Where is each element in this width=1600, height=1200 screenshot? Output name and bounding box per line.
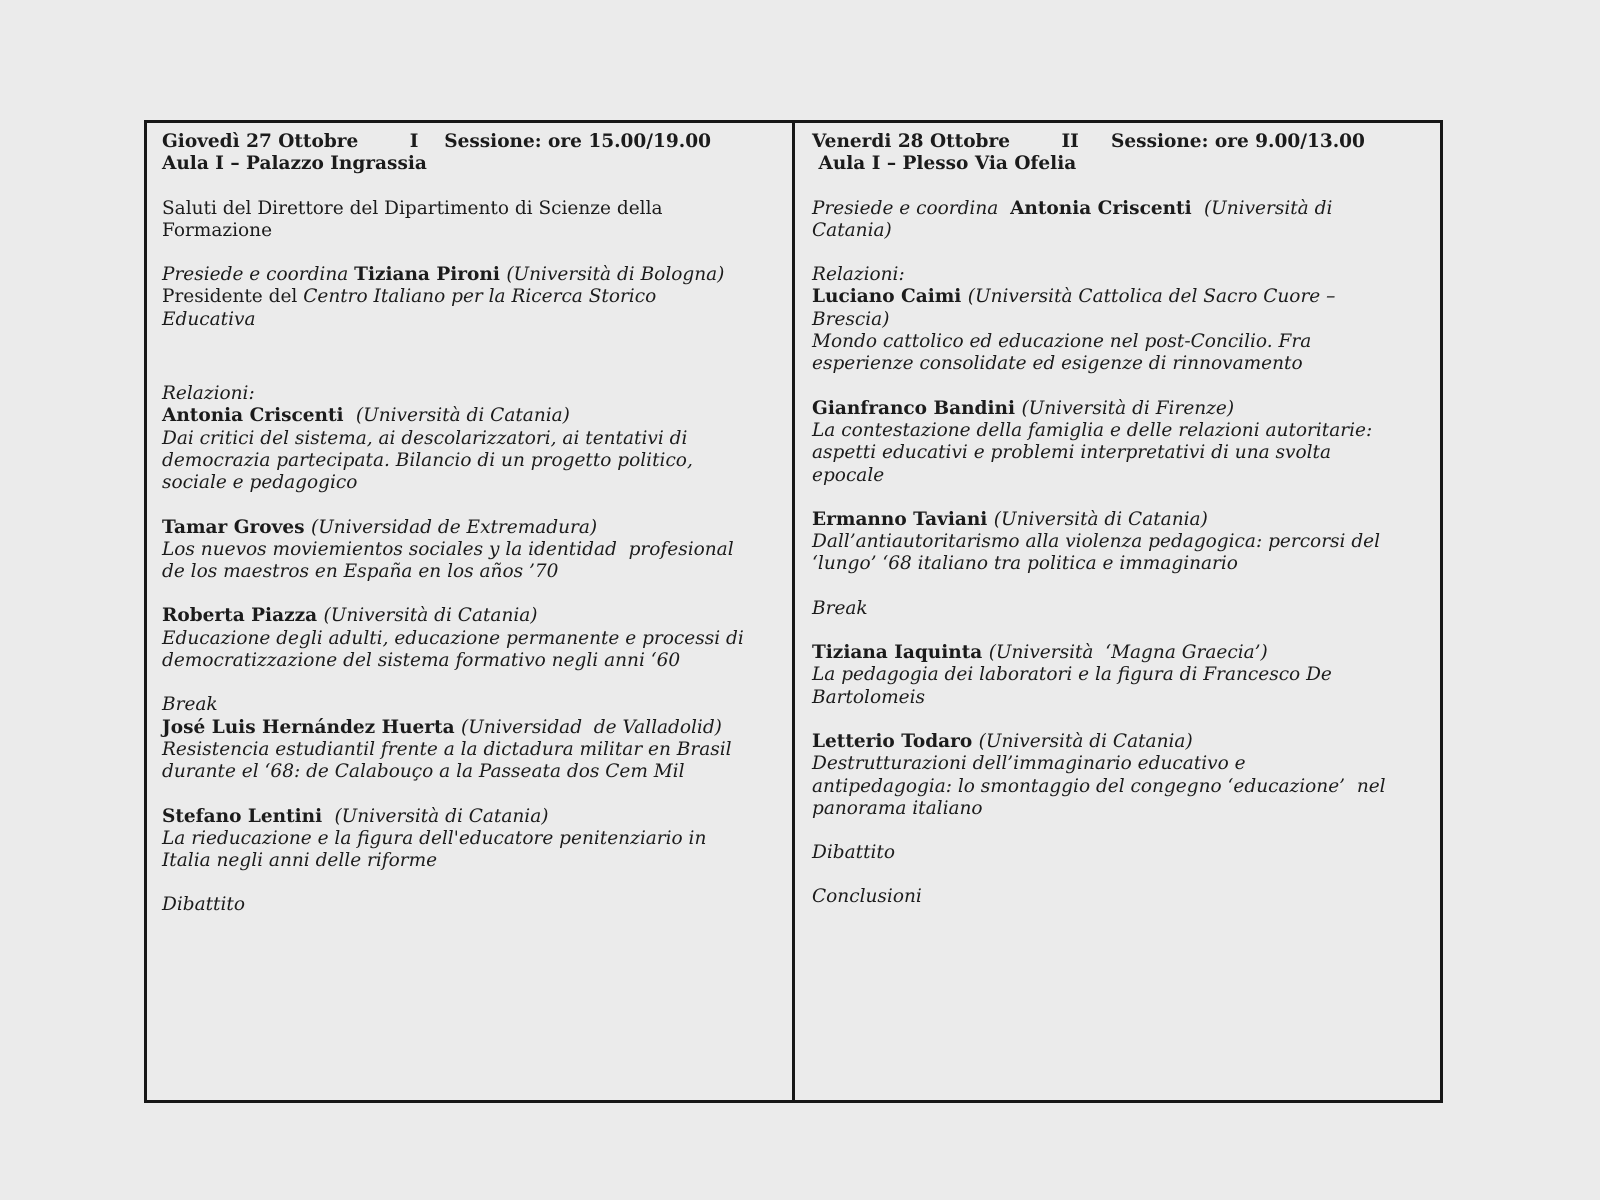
text-segment: Presidente del bbox=[162, 286, 298, 308]
text-segment: (Università di Catania) bbox=[323, 605, 538, 627]
text-segment: Relazioni: bbox=[162, 383, 255, 405]
text-segment: La pedagogia dei laboratori e la figura di Francesco De Bartolomeis bbox=[812, 664, 1332, 708]
text-segment: (Università di Catania) bbox=[978, 730, 1193, 752]
text-segment: José Luis Hernández Huerta bbox=[162, 716, 462, 738]
text-segment: Educazione degli adulti, educazione permanente e processi di democratizzazione del sistema formativo negli anni ‘60 bbox=[162, 627, 744, 672]
text-segment: Ermanno Taviani bbox=[812, 508, 994, 530]
program-paragraph bbox=[812, 886, 1426, 908]
text-segment: Centro Italiano per la Ricerca Storico Educativa bbox=[162, 286, 657, 330]
session-1-column bbox=[147, 123, 792, 1100]
program-paragraph bbox=[162, 383, 770, 494]
text-segment: Letterio Todaro bbox=[812, 730, 979, 752]
text-segment: Tiziana Iaquinta bbox=[812, 642, 989, 664]
text-segment: Antonia Criscenti bbox=[1010, 197, 1199, 219]
text-segment: Conclusioni bbox=[812, 886, 922, 908]
text-segment: Destrutturazioni dell’immaginario educativo e antipedagogia: lo smontaggio del congegno ‘educazione’ nel panorama italiano bbox=[812, 753, 1386, 819]
text-segment: Tiziana Pironi bbox=[354, 264, 507, 286]
text-segment: (Università di Firenze) bbox=[1021, 397, 1235, 419]
program-paragraph bbox=[162, 806, 770, 873]
text-segment: Relazioni: bbox=[812, 264, 905, 286]
program-paragraph bbox=[812, 264, 1426, 375]
text-segment: (Università Cattolica del Sacro Cuore – Brescia) bbox=[812, 286, 1336, 330]
text-segment: Break bbox=[812, 597, 868, 619]
program-paragraph bbox=[162, 605, 770, 672]
text-segment: Mondo cattolico ed educazione nel post-Concilio. Fra esperienze consolidate ed esigenze di rinnovamento bbox=[812, 331, 1312, 375]
text-segment: La rieducazione e la figura dell'educatore penitenziario in Italia negli anni delle riforme bbox=[162, 827, 707, 872]
program-paragraph bbox=[162, 198, 770, 243]
program-paragraph bbox=[812, 842, 1426, 864]
program-paragraph bbox=[812, 642, 1426, 709]
text-segment: (Universidad de Valladolid) bbox=[461, 716, 722, 738]
text-segment: Break bbox=[162, 694, 218, 716]
program-paragraph bbox=[162, 694, 770, 783]
program-table bbox=[144, 120, 1443, 1103]
text-segment: (Università di Bologna) bbox=[506, 264, 725, 286]
session-2-column bbox=[792, 123, 1440, 1100]
program-paragraph bbox=[812, 598, 1426, 620]
text-segment: Los nuevos moviemientos sociales y la identidad profesional de los maestros en España en los años ’70 bbox=[162, 538, 734, 583]
program-paragraph bbox=[162, 894, 770, 916]
session-1-header-line: Giovedì 27 Ottobre I Sessione: ore 15.00/19.00 bbox=[162, 131, 711, 152]
text-segment: Antonia Criscenti bbox=[162, 405, 351, 427]
program-paragraph bbox=[812, 398, 1426, 487]
text-segment: (Università di Catania) bbox=[355, 405, 570, 427]
program-paragraph bbox=[812, 509, 1426, 576]
session-2-header-line: Venerdi 28 Ottobre II Sessione: ore 9.00/13.00 bbox=[812, 131, 1365, 152]
program-paragraph bbox=[162, 517, 770, 584]
text-segment: Dall’antiautoritarismo alla violenza pedagogica: percorsi del ‘lungo’ ‘68 italiano tra politica e immaginario bbox=[812, 531, 1381, 575]
text-segment: Tamar Groves bbox=[162, 516, 311, 538]
text-segment: Dibattito bbox=[162, 894, 245, 916]
text-segment: La contestazione della famiglia e delle relazioni autoritarie: aspetti educativi e problemi interpretativi di una svolta epocale bbox=[812, 419, 1373, 486]
text-segment: (Università ‘Magna Graecia’) bbox=[988, 642, 1268, 664]
text-segment: (Università di Catania) bbox=[334, 805, 549, 827]
text-segment: Dibattito bbox=[812, 842, 895, 864]
text-segment: (Università di Catania) bbox=[993, 508, 1208, 530]
text-segment: Dai critici del sistema, ai descolarizzatori, ai tentativi di democrazia partecipata. Bilancio di un progetto politico, sociale e pedagogico bbox=[162, 427, 693, 494]
program-paragraph bbox=[812, 731, 1426, 820]
text-segment: Roberta Piazza bbox=[162, 605, 324, 627]
text-segment: Presiede e coordina bbox=[812, 197, 1011, 219]
text-segment: Gianfranco Bandini bbox=[812, 397, 1022, 419]
text-segment: Presiede e coordina bbox=[162, 264, 355, 286]
session-1-body bbox=[162, 198, 770, 917]
program-paragraph bbox=[812, 198, 1426, 243]
text-segment: (Universidad de Extremadura) bbox=[311, 516, 598, 538]
text-segment: (Università di Catania) bbox=[812, 197, 1333, 241]
session-1-venue-line: Aula I – Palazzo Ingrassia bbox=[162, 153, 427, 175]
program-paragraph bbox=[162, 264, 770, 331]
session-2-venue-line: Aula I – Plesso Via Ofelia bbox=[812, 153, 1077, 175]
text-segment: Saluti del Direttore del Dipartimento di Scienze della Formazione bbox=[162, 197, 663, 241]
text-segment: Luciano Caimi bbox=[812, 286, 968, 308]
session-2-body bbox=[812, 198, 1426, 909]
text-segment: Stefano Lentini bbox=[162, 805, 329, 827]
text-segment: Resistencia estudiantil frente a la dictadura militar en Brasil durante el ‘68: de Calabouço a la Passeata dos Cem Mil bbox=[162, 738, 732, 783]
